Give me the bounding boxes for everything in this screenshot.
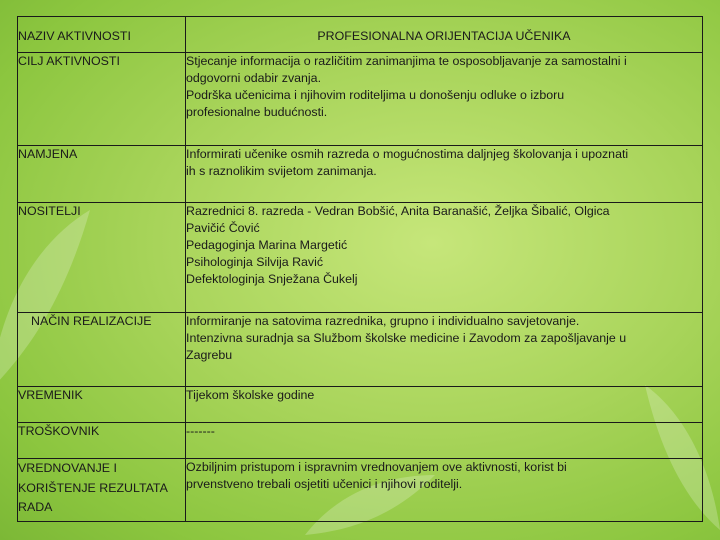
row-value-cell <box>186 313 703 387</box>
row-label-cell <box>18 53 186 146</box>
row-value-cell <box>186 459 703 522</box>
row-label: NAMJENA <box>18 147 78 161</box>
table-row-nacin-realizacije <box>18 313 703 387</box>
table-row-troskovnik <box>18 423 703 459</box>
row-value-cell <box>186 203 703 313</box>
row-label: TROŠKOVNIK <box>18 424 100 438</box>
value-line: Psihologinja Silvija Ravić <box>186 255 324 269</box>
value-line: odgovorni odabir zvanja. <box>186 71 322 85</box>
row-label: VREMENIK <box>18 388 83 402</box>
table-row-header <box>18 17 703 53</box>
table-row-vremenik <box>18 387 703 423</box>
row-value-cell <box>186 423 703 459</box>
activity-plan-table <box>17 16 703 522</box>
row-label-cell <box>18 387 186 423</box>
value-line: Defektologinja Snježana Čukelj <box>186 272 358 286</box>
value-line: Razrednici 8. razreda - Vedran Bobšić, Anita Baranašić, Željka Šibalić, Olgica <box>186 204 610 218</box>
row-value-cell <box>186 387 703 423</box>
value-line: Zagrebu <box>186 348 233 362</box>
row-value-cell <box>186 53 703 146</box>
value-line: Stjecanje informacija o različitim zanimanjima te osposobljavanje za samostalni i <box>186 54 627 68</box>
row-label-cell <box>18 146 186 203</box>
header-label: NAZIV AKTIVNOSTI <box>18 29 131 43</box>
table-row-vrednovanje <box>18 459 703 522</box>
header-label-cell <box>18 17 186 53</box>
value-line: ------- <box>186 424 215 438</box>
row-label-cell <box>18 459 186 522</box>
header-value-cell <box>186 17 703 53</box>
row-label: NOSITELJI <box>18 204 81 218</box>
value-line: Podrška učenicima i njihovim roditeljima u donošenju odluke o izboru <box>186 88 565 102</box>
header-value: PROFESIONALNA ORIJENTACIJA UČENIKA <box>317 29 571 43</box>
value-line: prvenstveno trebali osjetiti učenici i njihovi roditelji. <box>186 477 463 491</box>
value-line: profesionalne budućnosti. <box>186 105 328 119</box>
value-line: Ozbiljnim pristupom i ispravnim vrednovanjem ove aktivnosti, korist bi <box>186 460 567 474</box>
value-line: Informirati učenike osmih razreda o mogućnostima daljnjeg školovanja i upoznati <box>186 147 629 161</box>
table-row-nositelji <box>18 203 703 313</box>
value-line: Informiranje na satovima razrednika, grupno i individualno savjetovanje. <box>186 314 580 328</box>
value-line: Pedagoginja Marina Margetić <box>186 238 348 252</box>
row-label: NAČIN REALIZACIJE <box>31 314 152 328</box>
row-label-cell <box>18 203 186 313</box>
row-label-cell <box>18 313 186 387</box>
row-label: CILJ AKTIVNOSTI <box>18 54 120 68</box>
value-line: Tijekom školske godine <box>186 388 315 402</box>
value-line: ih s raznolikim svijetom zanimanja. <box>186 164 377 178</box>
row-value-cell <box>186 146 703 203</box>
value-line: Intenzivna suradnja sa Službom školske medicine i Zavodom za zapošljavanje u <box>186 331 627 345</box>
row-label-cell <box>18 423 186 459</box>
table-row-namjena <box>18 146 703 203</box>
value-line: Pavičić Čović <box>186 221 260 235</box>
row-label: VREDNOVANJE I KORIŠTENJE REZULTATA RADA <box>18 461 168 514</box>
table-row-cilj <box>18 53 703 146</box>
